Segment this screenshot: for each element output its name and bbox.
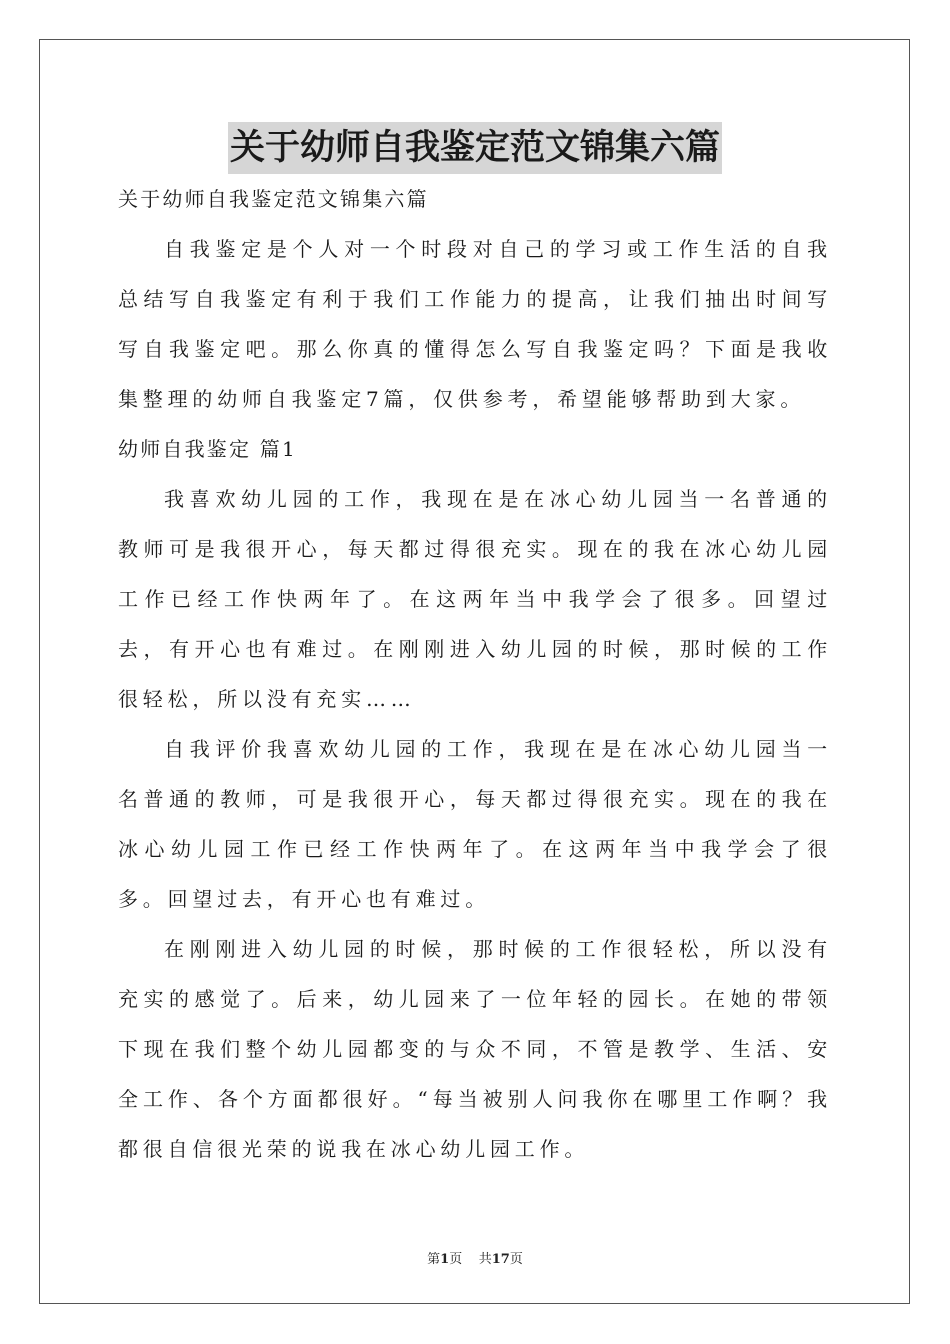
section-heading: 幼师自我鉴定 篇1 [118, 437, 297, 461]
footer-mid: 页 共 [449, 1252, 492, 1267]
document-title: 关于幼师自我鉴定范文锦集六篇 [228, 122, 722, 174]
paragraph-1: 我喜欢幼儿园的工作，我现在是在冰心幼儿园当一名普通的教师可是我很开心，每天都过得很充实。现在的我在冰心幼儿园工作已经工作快两年了。在这两年当中我学会了很多。回望过去，有开心也有难过。在刚刚进入幼儿园的时候，那时候的工作很轻松，所以没有充实…… [118, 487, 832, 711]
document-title-wrap [0, 122, 950, 176]
footer-suffix: 页 [509, 1252, 523, 1267]
paragraph-3: 在刚刚进入幼儿园的时候，那时候的工作很轻松，所以没有充实的感觉了。后来，幼儿园来了一位年轻的园长。在她的带领下现在我们整个幼儿园都变的与众不同，不管是教学、生活、安全工作、各个方面都很好。“每当被别人问我你在哪里工作啊？我都很自信很光荣的说我在冰心幼儿园工作。 [118, 937, 832, 1161]
footer-page-total: 17 [491, 1252, 510, 1267]
document-body [118, 174, 832, 1174]
paragraph-2: 自我评价我喜欢幼儿园的工作，我现在是在冰心幼儿园当一名普通的教师，可是我很开心，每天都过得很充实。现在的我在冰心幼儿园工作已经工作快两年了。在这两年当中我学会了很多。回望过去，有开心也有难过。 [118, 737, 832, 911]
footer-page-current: 1 [440, 1252, 450, 1267]
page-footer [0, 1248, 950, 1267]
footer-prefix: 第 [427, 1252, 441, 1267]
subtitle: 关于幼师自我鉴定范文锦集六篇 [118, 187, 429, 211]
intro-paragraph: 自我鉴定是个人对一个时段对自己的学习或工作生活的自我总结写自我鉴定有利于我们工作能力的提高，让我们抽出时间写写自我鉴定吧。那么你真的懂得怎么写自我鉴定吗？下面是我收集整理的幼师自我鉴定7篇，仅供参考，希望能够帮助到大家。 [118, 237, 832, 411]
